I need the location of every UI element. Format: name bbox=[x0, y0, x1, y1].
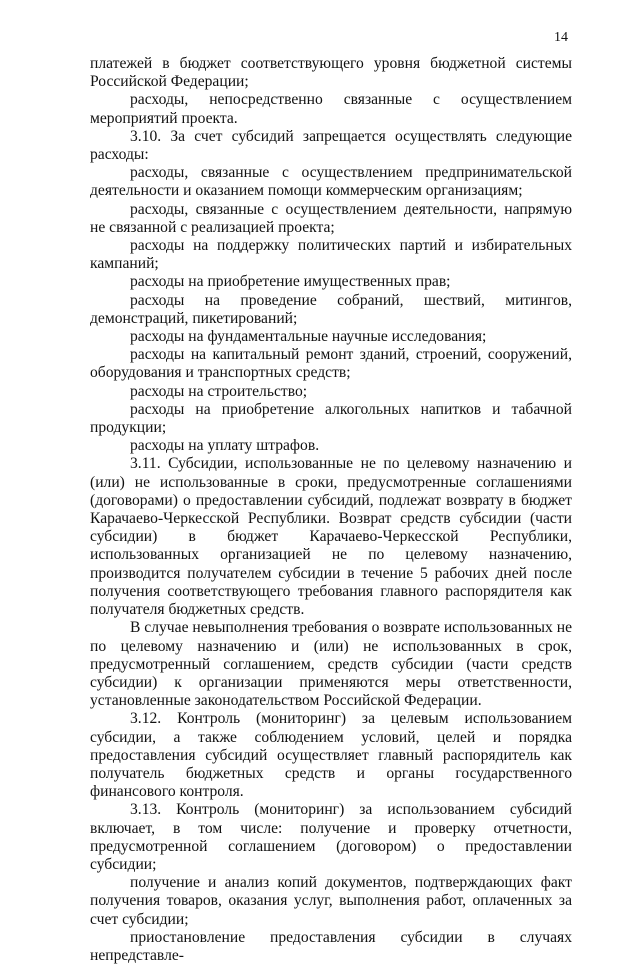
paragraph: расходы, связанные с осуществлением деятельности, напрямую не связанной с реализацией проекта; bbox=[90, 200, 572, 236]
paragraph: 3.10. За счет субсидий запрещается осуществлять следующие расходы: bbox=[90, 127, 572, 164]
paragraph: расходы на строительство; bbox=[130, 382, 308, 400]
paragraph: расходы на приобретение алкогольных напитков и табачной продукции; bbox=[90, 400, 572, 437]
paragraph: расходы на поддержку политических партий и избирательных кампаний; bbox=[90, 237, 572, 273]
paragraph: расходы на фундаментальные научные исследования; bbox=[130, 328, 487, 346]
paragraph: получение и анализ копий документов, подтверждающих факт получения товаров, оказания услуг, выполнения работ, оплаченных за счет субсидии; bbox=[90, 874, 572, 928]
paragraph: В случае невыполнения требования о возврате использованных не по целевому назначению и (или) не использованных в срок, предусмотренный соглашением, средств субсидии (части средств субсидии) к организации применяются меры ответственности, установленные законодательством Российской Федерации. bbox=[90, 619, 572, 710]
paragraph: расходы на уплату штрафов. bbox=[130, 437, 320, 455]
paragraph: 3.12. Контроль (мониторинг) за целевым использованием субсидии, а также соблюдением условий, целей и порядка предоставления субсидий осуществляет главный распорядитель как получатель бюджетных средств и органы государственного финансового контроля. bbox=[90, 710, 572, 801]
paragraph: платежей в бюджет соответствующего уровня бюджетной системы Российской Федерации; bbox=[90, 55, 572, 91]
page-number: 14 bbox=[554, 30, 568, 45]
paragraph: расходы, связанные с осуществлением предпринимательской деятельности и оказанием помощи коммерческим организациям; bbox=[90, 164, 572, 200]
paragraph: приостановление предоставления субсидии в случаях непредставле- bbox=[90, 928, 572, 964]
document-body bbox=[90, 55, 572, 965]
paragraph: расходы, непосредственно связанные с осуществлением мероприятий проекта. bbox=[90, 91, 572, 127]
paragraph: 3.11. Субсидии, использованные не по целевому назначению и (или) не использованные в сроки, предусмотренные соглашениями (договорами) о предоставлении субсидий, подлежат возврату в бюджет Карачаево-Черкесской Республики. Возврат средств субсидии (части субсидии) в бюджет Карачаево-Черкесской Республики, использованных организацией не по целевому назначению, производится получателем субсидии в течение 5 рабочих дней после получения соответствующего требования главного распорядителя как получателя бюджетных средств. bbox=[90, 455, 572, 619]
paragraph: 3.13. Контроль (мониторинг) за использованием субсидий включает, в том числе: получение и проверку отчетности, предусмотренной соглашением (договором) о предоставлении субсидии; bbox=[90, 801, 572, 873]
paragraph: расходы на приобретение имущественных прав; bbox=[130, 273, 451, 291]
paragraph: расходы на проведение собраний, шествий, митингов, демонстраций, пикетирований; bbox=[90, 291, 572, 327]
paragraph: расходы на капитальный ремонт зданий, строений, сооружений, оборудования и транспортных средств; bbox=[90, 346, 572, 382]
